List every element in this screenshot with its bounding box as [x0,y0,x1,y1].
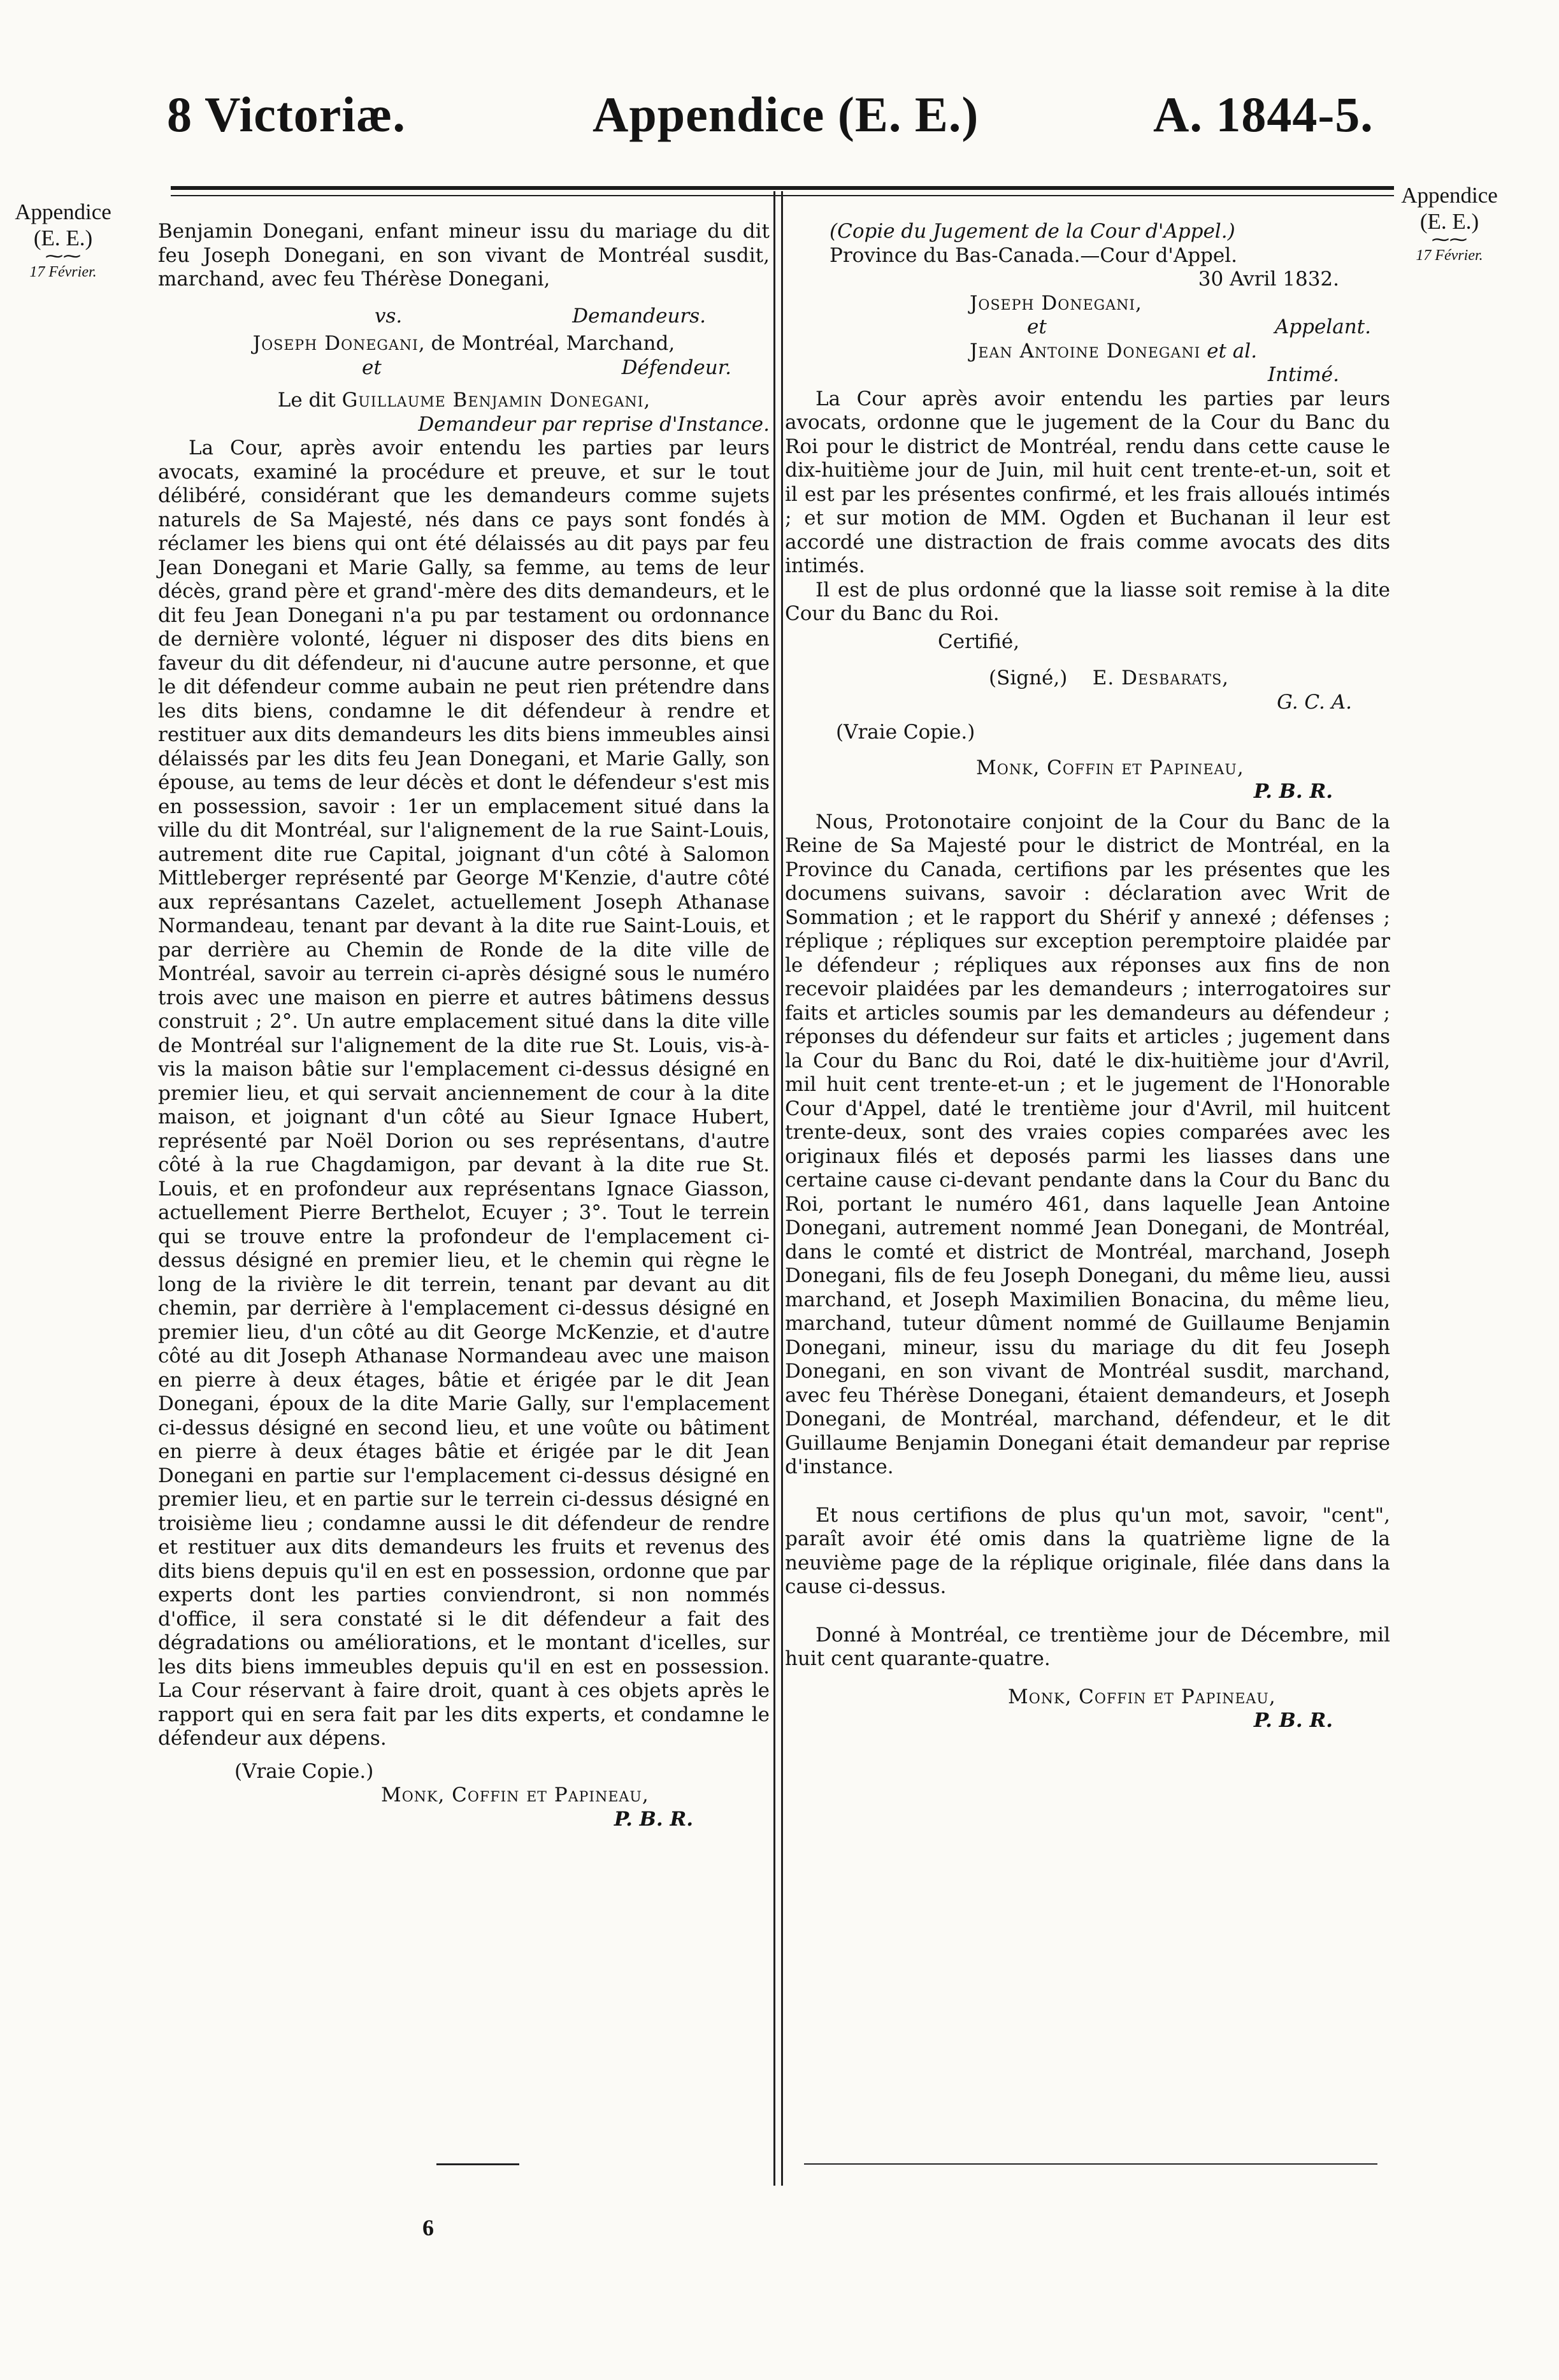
margin-date: 17 Février. [1416,247,1483,264]
margin-ee: (E. E.) [33,226,93,251]
margin-ee: (E. E.) [1419,209,1479,234]
appeal-body: La Cour après avoir entendu les parties par leurs avocats, ordonne que le jugement de la Cour du Banc du Roi pour le district de Montréal, rendu dans cette cause le dix-huitième jour de Juin, mil huit cent trente-et-un, soit et il est par les présentes confirmé, et les frais alloués intimés ; et sur motion de MM. Ogden et Buchanan il leur est accordé une distraction de frais comme avocats des dits intimés. [785,387,1390,577]
et-label: et [1027,315,1047,338]
certification-text-2: Et nous certifions de plus qu'un mot, savoir, "cent", paraît avoir été omis dans la quatrième ligne de la neuvième page de la réplique originale, filée dans dans la cause ci-dessus. [785,1503,1390,1598]
signers: Monk, Coffin et Papineau, [1008,1685,1276,1708]
case-intro: Benjamin Donegani, enfant mineur issu du mariage du dit feu Joseph Donegani, en son vivant de Montréal susdit, marchand, avec feu Thérèse Donegani, [158,220,770,291]
header-right: A. 1844-5. [1153,87,1374,142]
pbr: P. B. R. [614,1807,693,1831]
respondent-line [785,340,1390,364]
appeal-body-2: Il est de plus ordonné que la liasse soit remise à la dite Cour du Banc du Roi. [785,578,1390,625]
reprise-prefix: Le dit [277,389,342,412]
header-title: Appendice (E. E.) [593,87,979,142]
defendant-label: Défendeur. [621,356,731,379]
gca-label: G. C. A. [1277,690,1352,714]
defendant-line [158,332,770,356]
appellant-label: Appelant. [1274,315,1371,338]
page-number: 6 [422,2215,434,2240]
footer-rule [804,2163,1377,2165]
margin-note-right [1389,182,1510,265]
signers: Monk, Coffin et Papineau, [381,1784,649,1807]
pbr: P. B. R. [1253,780,1333,803]
signers: Monk, Coffin et Papineau, [976,756,1244,779]
signe-label: (Signé,) [989,667,1068,689]
margin-date: 17 Février. [29,264,97,281]
reprise-line [158,389,770,413]
left-column [158,220,770,1831]
et-label: et [362,356,382,379]
margin-appendice: Appendice [1401,183,1498,208]
pbr: P. B. R. [1253,1709,1333,1732]
margin-note-left [3,199,124,282]
flourish-icon: ⁓⁓ [45,246,81,266]
defendant-role-line [158,356,770,380]
donne-text: Donné à Montréal, ce trentième jour de Décembre, mil huit cent quarante-quatre. [785,1623,1390,1670]
appellant-role-line [785,315,1390,340]
province-line: Province du Bas-Canada.—Cour d'Appel. [830,243,1238,267]
appeal-date: 30 Avril 1832. [1198,268,1339,291]
plaintiffs-label: Demandeurs. [572,304,706,328]
header-left: 8 Victoriæ. [167,87,406,142]
copy-note: (Vraie Copie.) [836,721,975,744]
certifie: Certifié, [938,630,1020,653]
footer-rule [436,2163,519,2165]
copy-note: (Vraie Copie.) [234,1759,374,1783]
judgment-text: La Cour, après avoir entendu les parties par leurs avocats, examiné la procédure et preuve, et sur le tout délibéré, considérant que les demandeurs comme sujets naturels de Sa Majesté, nés dans ce pays sont fondés à réclamer les biens qui ont été délaissés au dit pays par feu Jean Donegani et Marie Gally, sa femme, au tems de leur décès, grand père et grand'-mère des dits demandeurs, et le dit feu Jean Donegani n'a pu par testament ou ordonnance de dernière volonté, léguer ni disposer des dits biens en faveur du dit défendeur, ni d'aucune autre personne, et que le dit défendeur comme aubain ne peut rien prétendre dans les dits biens, condamne le dit défendeur à rendre et restituer aux dits demandeurs les dits biens immeubles ainsi délaissés par les dits feu Jean Donegani, et Marie Gally, son épouse, au tems de leur décès et dont le défendeur s'est mis en possession, savoir : 1er un emplacement situé dans la ville du dit Montréal, sur l'alignement de la rue Saint-Louis, autrement dite rue Capital, joignant d'un côté à Salomon Mittleberger représenté par George M'Kenzie, d'autre côté aux représantans Cazelet, actuellement Joseph Athanase Normandeau, tenant par devant à la dite rue Saint-Louis, et par derrière au Chemin de Ronde de la dite ville de Montréal, savoir au terrein ci-après désigné sous le numéro trois avec une maison en pierre et autres bâtimens dessus construit ; 2°. Un autre emplacement situé dans la dite ville de Montréal sur l'alignement de la dite rue St. Louis, vis-à-vis la maison bâtie sur l'emplacement ci-dessus désigné en premier lieu, et qui servait anciennement de cour à la dite maison, et joignant d'un côté au Sieur Ignace Hubert, représenté par Noël Dorion ou ses représentans, d'autre côté à la rue Chagdamigon, par devant à la dite rue St. Louis, et en profondeur aux représentans Ignace Giasson, actuellement Pierre Berthelot, Ecuyer ; 3°. Tout le terrein qui se trouve entre la profondeur de l'emplacement ci-dessus désigné en premier lieu, et le chemin qui règne le long de la rivière le dit terrein, tenant par devant au dit chemin, par derrière à l'emplacement ci-dessus désigné en premier lieu, d'un côté au dit George McKenzie, et d'autre côté au dit Joseph Athanase Normandeau avec une maison en pierre à deux étages, bâtie et érigée par le dit Jean Donegani, époux de la dite Marie Gally, sur l'emplacement ci-dessus désigné en second lieu, et une voûte ou bâtiment en pierre à deux étages bâtie et érigée par le dit Jean Donegani en partie sur l'emplacement ci-dessus désigné en premier lieu, et en partie sur le terrein ci-dessus désigné en troisième lieu ; condamne aussi le dit défendeur de rendre et restituer aux dits demandeurs les fruits et revenus des dits biens depuis qu'il en est en possession, ordonne que par experts dont les parties conviendront, si non nommés d'office, il sera constaté si le dit défendeur a fait des dégradations ou améliorations, et le montant d'icelles, sur les dits biens immeubles depuis qu'il en est en possession. La Cour réservant à faire droit, quant à ces objets après le rapport qui en sera fait par les dits experts, et condamne le défendeur aux dépens. [158,436,770,1750]
reprise-suffix: , [643,389,650,412]
flourish-icon: ⁓⁓ [1432,229,1467,250]
certification-text: Nous, Protonotaire conjoint de la Cour du Banc de la Reine de Sa Majesté pour le district de Montréal, en la Province du Canada, certifions par les présentes que les documens suivans, savoir : déclaration avec Writ de Sommation ; et le rapport du Shérif y annexé ; défenses ; réplique ; répliques sur exception peremptoire plaidée par le défendeur ; répliques aux réponses aux fins de non recevoir plaidées par les demandeurs ; interrogatoires sur faits et articles soumis par les demandeurs au défendeur ; réponses du défendeur sur faits et articles ; jugement dans la Cour du Banc du Roi, daté le dix-huitième jour d'Avril, mil huit cent trente-et-un ; et le jugement de l'Honorable Cour d'Appel, daté le trentième jour d'Avril, mil huitcent trente-deux, sont des vraies copies comparées avec les originaux filés et deposés parmi les liasses dans une certaine cause ci-devant pendante dans la Cour du Banc du Roi, portant le numéro 461, dans laquelle Jean Antoine Donegani, autrement nommé Jean Donegani, de Montréal, dans le comté et district de Montréal, marchand, Joseph Donegani, fils de feu Joseph Donegani, du même lieu, aussi marchand, et Joseph Maximilien Bonacina, du même lieu, marchand, tuteur dûment nommé de Guillaume Benjamin Donegani, mineur, issu du mariage du dit feu Joseph Donegani, en son vivant de Montréal susdit, marchand, avec feu Thérèse Donegani, étaient demandeurs, et Joseph Donegani, de Montréal, marchand, défendeur, et le dit Guillaume Benjamin Donegani était demandeur par reprise d'instance. [785,810,1390,1478]
margin-appendice: Appendice [15,199,111,224]
reprise-label: Demandeur par reprise d'Instance. [418,412,770,436]
right-column [785,220,1390,1733]
respondent-label: Intimé. [1267,363,1339,386]
reprise-name: Guillaume Benjamin Donegani [341,389,644,412]
signature-line [785,667,1390,691]
appellant-name: Joseph Donegani, [970,291,1142,315]
column-divider [773,191,775,2186]
respondent-suffix: et al. [1200,339,1258,363]
respondent-name: Jean Antoine Donegani [970,339,1201,363]
defendant-name: Joseph Donegani [252,332,419,355]
versus-line [158,305,770,329]
column-divider [781,191,783,2186]
defendant-rest: , de Montréal, Marchand, [418,332,675,355]
desbarats-name: E. Desbarats, [1092,667,1230,689]
appeal-title: (Copie du Jugement de la Cour d'Appel.) [830,220,1235,243]
vs-label: vs. [375,304,403,328]
header-rule [171,186,1394,190]
